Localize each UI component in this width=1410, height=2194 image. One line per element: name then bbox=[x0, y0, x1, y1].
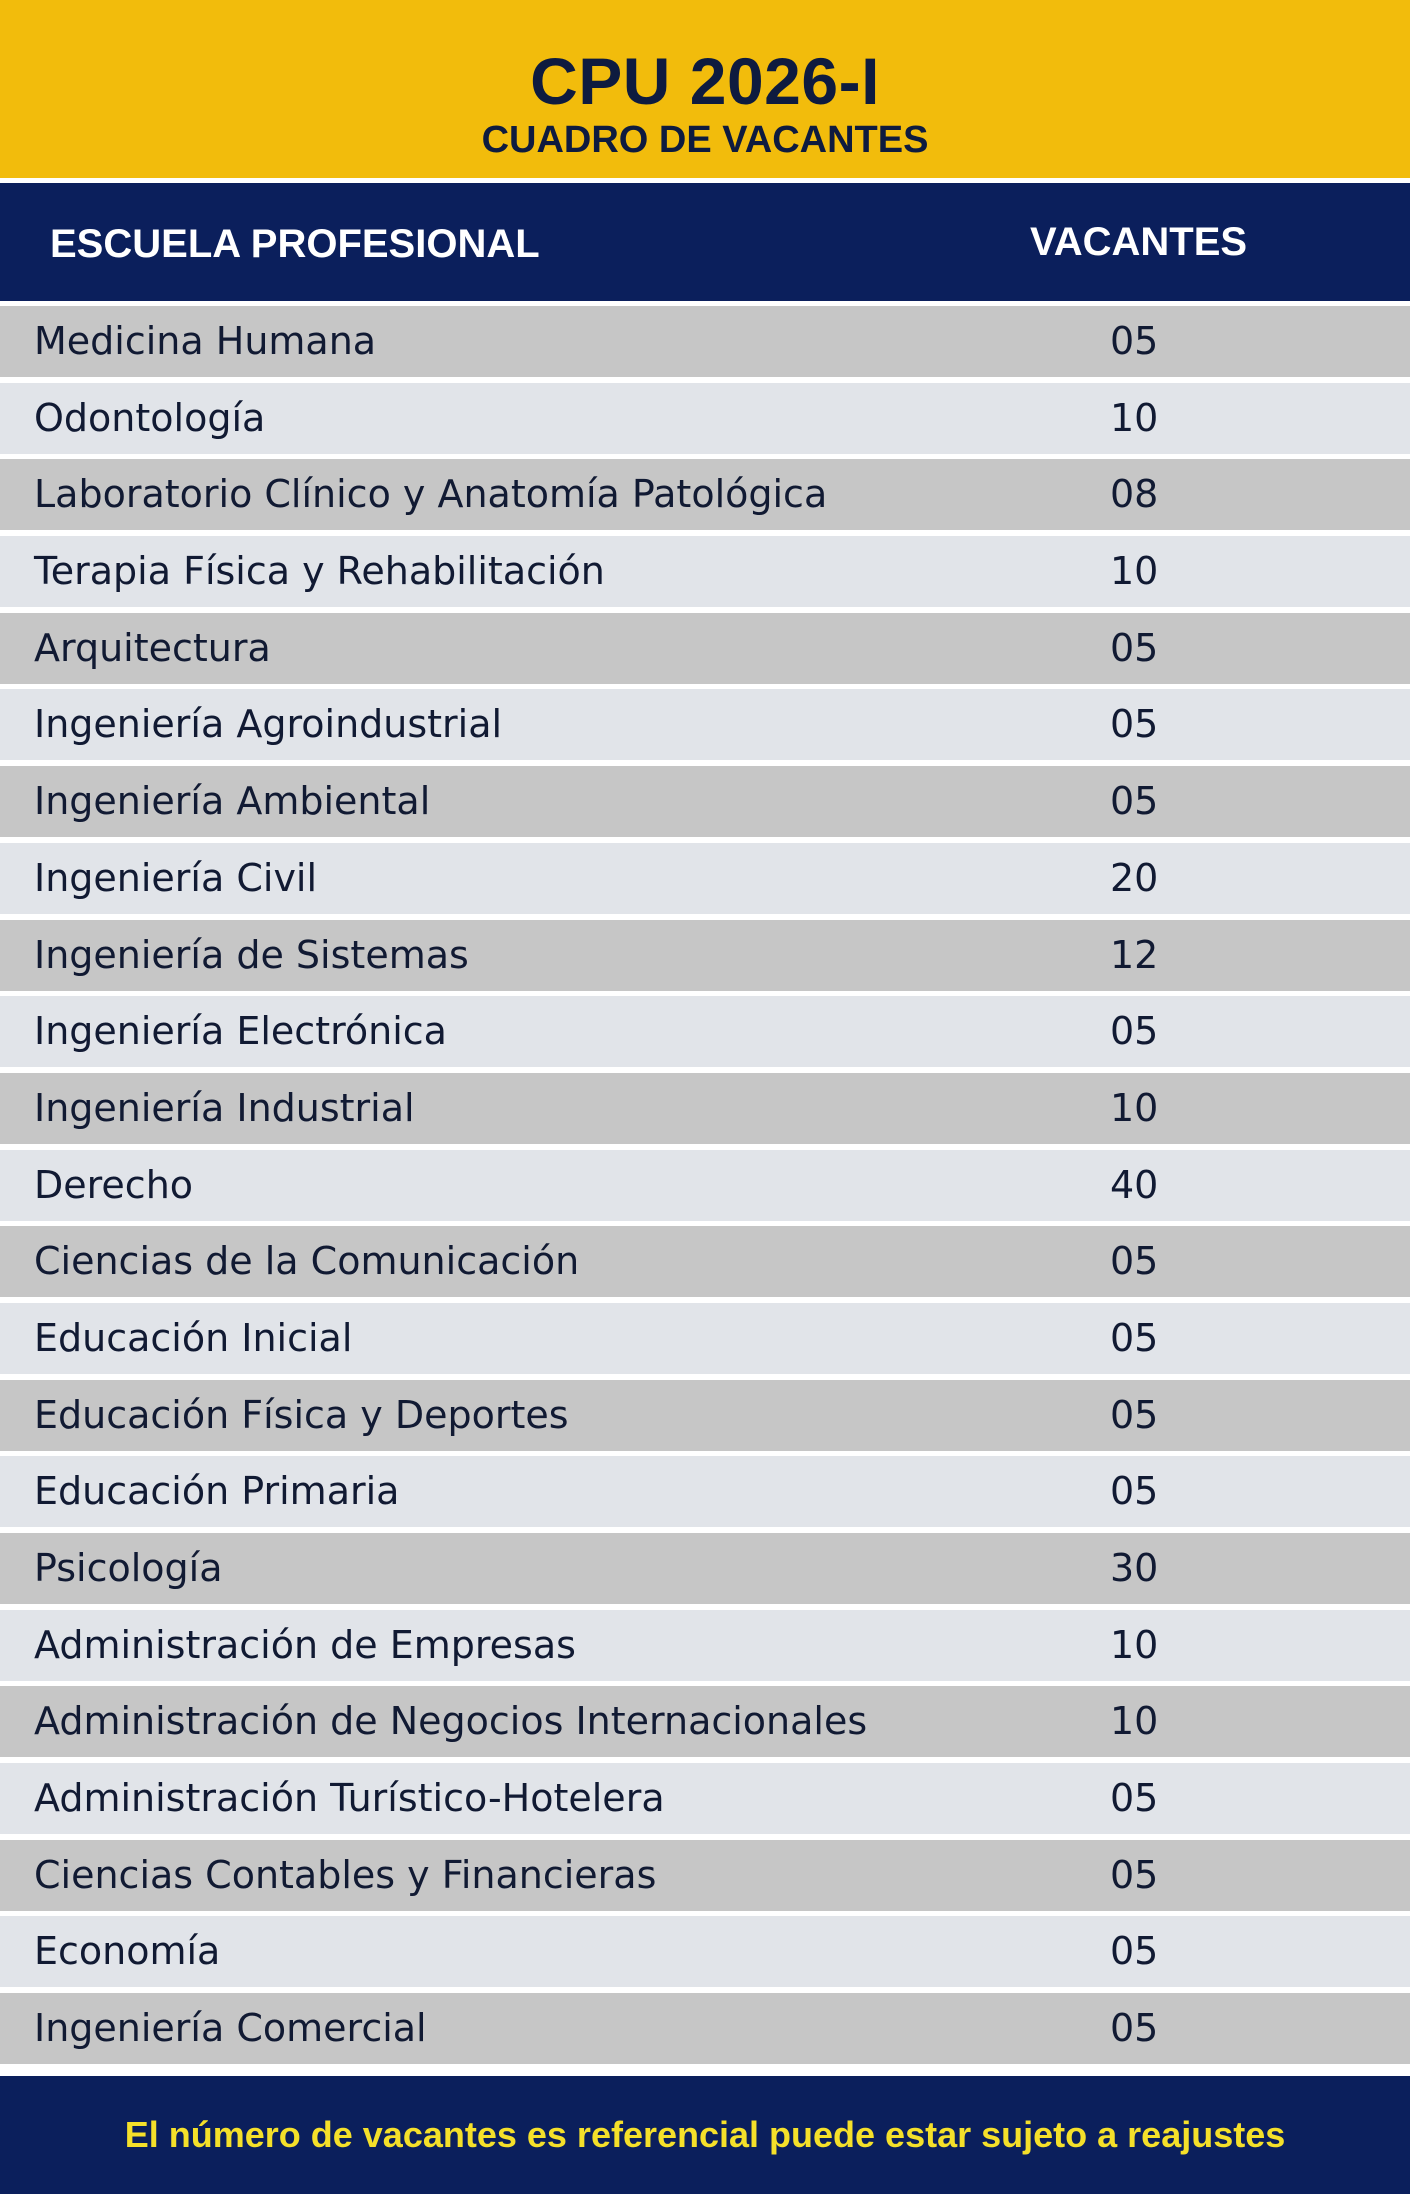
page-subtitle: CUADRO DE VACANTES bbox=[481, 119, 929, 161]
school-name-cell: Ingeniería de Sistemas bbox=[34, 932, 469, 977]
school-name-cell: Educación Inicial bbox=[34, 1315, 353, 1360]
table-row bbox=[0, 920, 1410, 991]
vacancies-cell: 05 bbox=[1110, 1852, 1159, 1897]
school-name-cell: Psicología bbox=[34, 1546, 223, 1590]
vacancies-cell: 05 bbox=[1110, 1392, 1159, 1437]
table-row bbox=[0, 1533, 1410, 1604]
vacancies-cell: 10 bbox=[1110, 1085, 1159, 1130]
table-row bbox=[0, 1916, 1410, 1987]
vacancy-table-body bbox=[0, 306, 1410, 2070]
vacancies-cell: 05 bbox=[1110, 1929, 1159, 1974]
school-name-cell: Economía bbox=[34, 1929, 221, 1974]
school-name-cell: Medicina Humana bbox=[34, 319, 377, 363]
table-row bbox=[0, 766, 1410, 837]
school-name-cell: Ingeniería Electrónica bbox=[34, 1009, 447, 1054]
school-name-cell: Administración de Empresas bbox=[34, 1622, 576, 1667]
vacancies-cell: 10 bbox=[1110, 549, 1159, 594]
vacancies-cell: 08 bbox=[1110, 472, 1159, 517]
table-row bbox=[0, 1763, 1410, 1834]
school-name-cell: Educación Física y Deportes bbox=[34, 1392, 569, 1437]
table-header bbox=[0, 183, 1410, 301]
school-name-cell: Ingeniería Comercial bbox=[34, 2006, 427, 2051]
school-name-cell: Ingeniería Ambiental bbox=[34, 779, 431, 824]
school-name-cell: Ciencias de la Comunicación bbox=[34, 1239, 580, 1284]
vacancies-cell: 05 bbox=[1110, 1009, 1159, 1054]
vacancies-cell: 05 bbox=[1110, 2006, 1159, 2051]
table-row bbox=[0, 1840, 1410, 1911]
school-name-cell: Derecho bbox=[34, 1162, 194, 1207]
table-row bbox=[0, 1073, 1410, 1144]
table-row bbox=[0, 383, 1410, 454]
school-name-cell: Arquitectura bbox=[34, 625, 271, 670]
vacancies-cell: 12 bbox=[1110, 932, 1159, 977]
vacancies-cell: 10 bbox=[1110, 395, 1159, 440]
vacancies-cell: 05 bbox=[1110, 1469, 1159, 1514]
vacancies-cell: 10 bbox=[1110, 1699, 1159, 1744]
table-row bbox=[0, 1993, 1410, 2064]
table-row bbox=[0, 1303, 1410, 1374]
vacancies-cell: 05 bbox=[1110, 779, 1159, 824]
school-name-cell: Ingeniería Agroindustrial bbox=[34, 702, 503, 747]
vacancies-cell: 20 bbox=[1110, 855, 1159, 900]
footer-banner bbox=[0, 2076, 1410, 2194]
vacancies-cell: 10 bbox=[1110, 1622, 1159, 1667]
school-name-cell: Ingeniería Civil bbox=[34, 855, 318, 900]
table-row bbox=[0, 1686, 1410, 1757]
school-name-cell: Laboratorio Clínico y Anatomía Patológica bbox=[34, 472, 828, 517]
table-row bbox=[0, 1610, 1410, 1681]
school-name-cell: Ingeniería Industrial bbox=[34, 1085, 415, 1130]
column-header-school: ESCUELA PROFESIONAL bbox=[50, 222, 540, 266]
table-row bbox=[0, 459, 1410, 530]
vacancies-cell: 05 bbox=[1110, 702, 1159, 747]
title-banner bbox=[0, 0, 1410, 178]
vacancies-cell: 05 bbox=[1110, 1239, 1159, 1284]
table-row bbox=[0, 1226, 1410, 1297]
school-name-cell: Ciencias Contables y Financieras bbox=[34, 1852, 657, 1897]
page-title: CPU 2026-I bbox=[530, 44, 880, 118]
table-row bbox=[0, 1456, 1410, 1527]
table-row bbox=[0, 536, 1410, 607]
vacancies-cell: 05 bbox=[1110, 625, 1159, 670]
table-row bbox=[0, 843, 1410, 914]
table-row bbox=[0, 689, 1410, 760]
table-row bbox=[0, 996, 1410, 1067]
vacancies-cell: 05 bbox=[1110, 319, 1159, 363]
table-row bbox=[0, 306, 1410, 377]
school-name-cell: Administración Turístico-Hotelera bbox=[34, 1776, 665, 1821]
vacancies-cell: 05 bbox=[1110, 1315, 1159, 1360]
table-row bbox=[0, 1150, 1410, 1221]
vacancies-cell: 40 bbox=[1110, 1162, 1159, 1207]
footer-note: El número de vacantes es referencial puede estar sujeto a reajustes bbox=[124, 2114, 1286, 2155]
vacancies-cell: 30 bbox=[1110, 1546, 1159, 1590]
table-row bbox=[0, 1380, 1410, 1451]
column-header-vacancies: VACANTES bbox=[1030, 220, 1248, 264]
school-name-cell: Terapia Física y Rehabilitación bbox=[34, 549, 605, 594]
school-name-cell: Odontología bbox=[34, 395, 266, 440]
school-name-cell: Administración de Negocios Internacionales bbox=[34, 1699, 868, 1744]
table-row bbox=[0, 613, 1410, 684]
vacancies-cell: 05 bbox=[1110, 1776, 1159, 1821]
school-name-cell: Educación Primaria bbox=[34, 1469, 400, 1514]
